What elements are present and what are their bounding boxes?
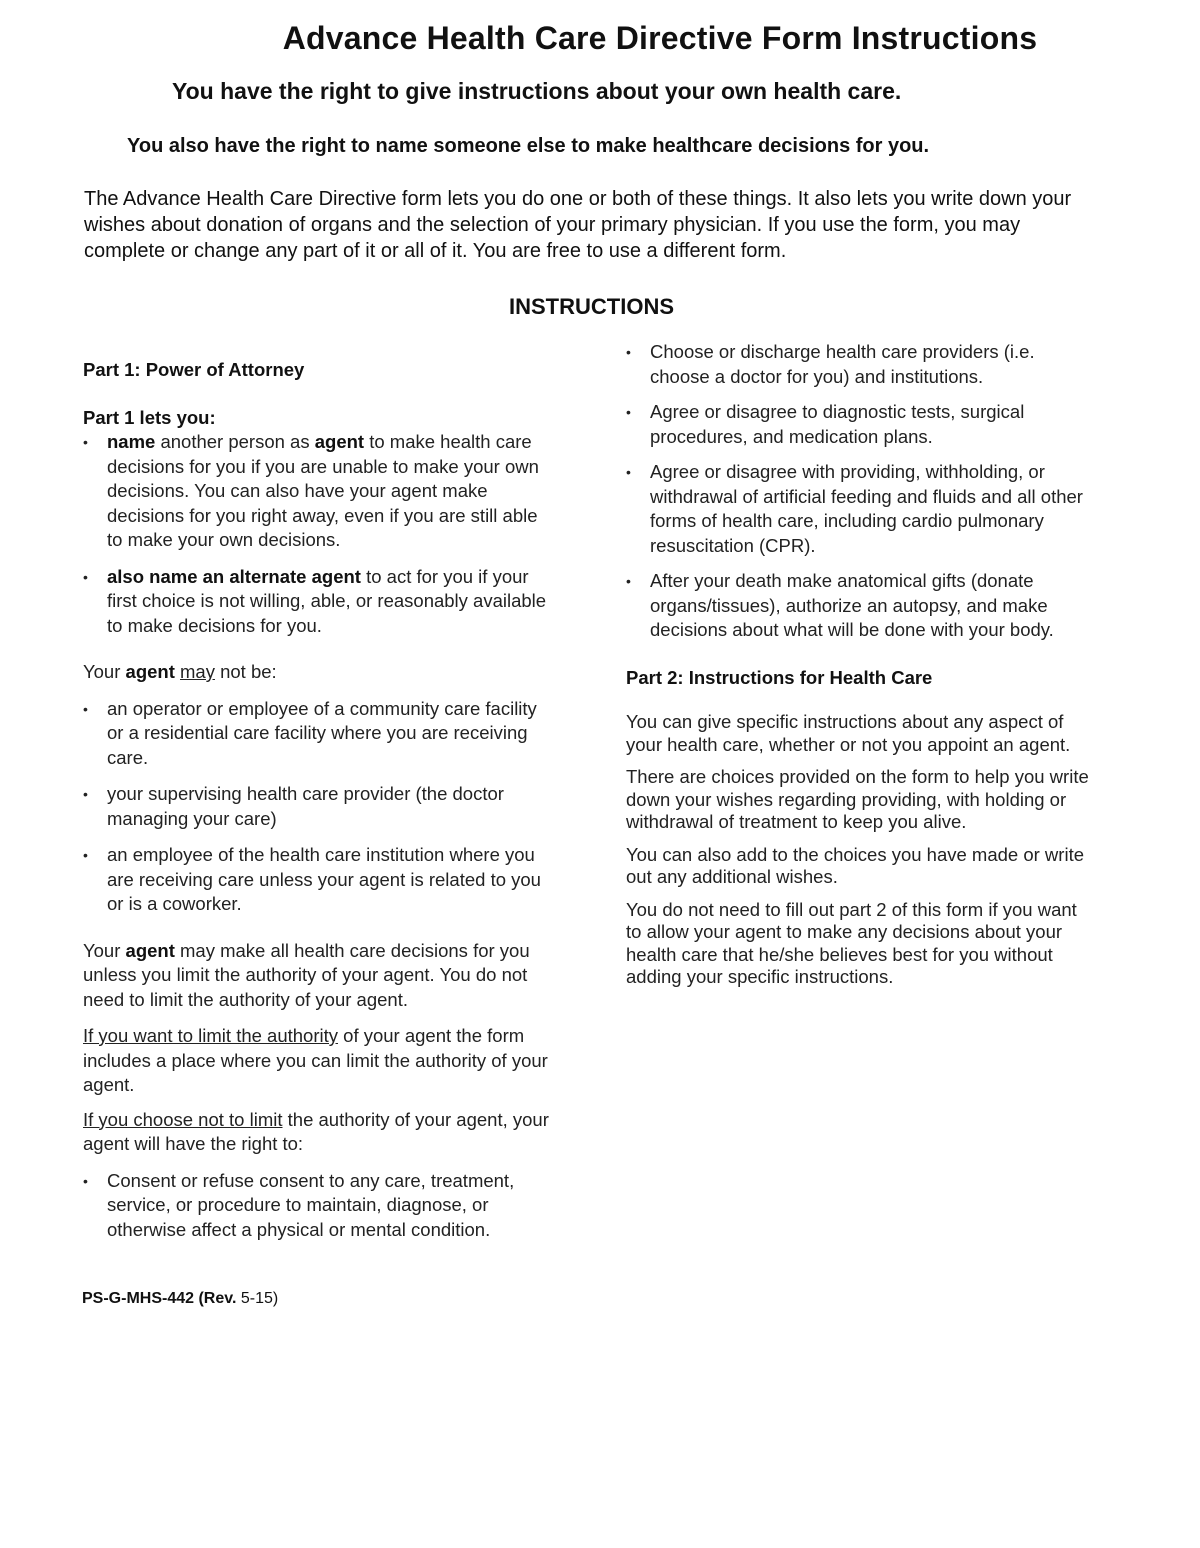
text: to make health care decisions for you if you are unable to make your own decisions. You can also have your agent make decisions for you right away, even if you are still able to make your own decisions.: [107, 431, 539, 550]
bullet-icon: •: [83, 1172, 88, 1189]
part2-title: Part 2: Instructions for Health Care: [626, 666, 933, 688]
list-item: • Choose or discharge health care providers (i.e. choose a doctor for you) and institutions.: [626, 340, 1096, 389]
bullet-icon: •: [626, 404, 631, 420]
form-code-footer: PS-G-MHS-442 (Rev. 5-15): [82, 1290, 279, 1307]
bullet-icon: •: [83, 786, 88, 802]
bullet-icon: •: [83, 700, 88, 717]
bullet-icon: •: [626, 573, 631, 589]
part2-paragraph: You can also add to the choices you have made or write out any additional wishes.: [626, 843, 1084, 887]
subtitle-right-to-name-agent: You also have the right to name someone else to make healthcare decisions for you.: [127, 135, 930, 157]
bullet-icon: •: [83, 847, 88, 863]
list-item: • Agree or disagree with providing, withholding, or withdrawal of artificial feeding and fluids and all other forms of health care, including cardio pulmonary resuscitation (CPR).: [626, 460, 1096, 558]
agent-may-make-paragraph: Your agent may make all health care decisions for you unless you limit the authority of your agent. You do not need to limit the authority of your agent.: [83, 939, 530, 1010]
not-limit-paragraph: If you choose not to limit the authority of your agent, your agent will have the right to:: [83, 1108, 549, 1154]
list-item: • Agree or disagree to diagnostic tests, surgical procedures, and medication plans.: [626, 400, 1096, 449]
text: to act for you if your first choice is not willing, able, or reasonably available to make decisions for you.: [107, 565, 547, 636]
bullet-icon: •: [626, 344, 631, 360]
page-title: Advance Health Care Directive Form Instructions: [282, 20, 1038, 56]
list-item: • After your death make anatomical gifts (donate organs/tissues), authorize an autopsy, and make decisions about what will be done with your body.: [626, 569, 1096, 643]
bold-text: also name an alternate agent: [107, 565, 361, 587]
part1-lets-you: Part 1 lets you:: [83, 406, 216, 428]
limit-authority-paragraph: If you want to limit the authority of your agent the form includes a place where you can limit the authority of your agent.: [83, 1025, 548, 1095]
list-item: • Consent or refuse consent to any care, treatment, service, or procedure to maintain, diagnose, or otherwise affect a physical or mental condition.: [83, 1169, 553, 1243]
list-item: • an employee of the health care institution where you are receiving care unless your agent is related to you or is a coworker.: [83, 843, 553, 917]
bold-text: agent: [314, 431, 365, 452]
intro-paragraph: The Advance Health Care Directive form lets you do one or both of these things. It also lets you write down your wishes about donation of organs and the selection of your primary physician. If you use the form, you may complete or change any part of it or all of it. You are free to use a different form.: [84, 188, 1072, 262]
bullet-icon: •: [83, 434, 88, 450]
list-item: • an operator or employee of a community care facility or a residential care facility where you are receiving care.: [83, 697, 553, 771]
text: another person as: [155, 431, 315, 452]
list-item: [83, 430, 553, 553]
part2-paragraph: There are choices provided on the form to help you write down your wishes regarding providing, with holding or withdrawal of treatment to keep you alive.: [626, 766, 1089, 832]
bullet-icon: •: [83, 568, 88, 585]
left-column: [83, 358, 553, 1242]
instructions-heading: INSTRUCTIONS: [509, 294, 674, 319]
part2-paragraph: You do not need to fill out part 2 of this form if you want to allow your agent to make any decisions about your health care that he/she believes best for you without adding your specific instructions.: [626, 898, 1077, 987]
list-item: • your supervising health care provider (the doctor managing your care): [83, 782, 553, 831]
list-item: [83, 565, 553, 639]
part2-paragraph: You can give specific instructions about any aspect of your health care, whether or not you appoint an agent.: [626, 711, 1071, 755]
bullet-icon: •: [626, 464, 631, 480]
part1-title: Part 1: Power of Attorney: [83, 359, 305, 380]
bold-text: name: [107, 431, 156, 452]
agent-may-not-be: Your agent may not be:: [83, 661, 277, 682]
subtitle-right-to-instruct: You have the right to give instructions about your own health care.: [172, 78, 902, 104]
right-column: [626, 340, 1096, 989]
